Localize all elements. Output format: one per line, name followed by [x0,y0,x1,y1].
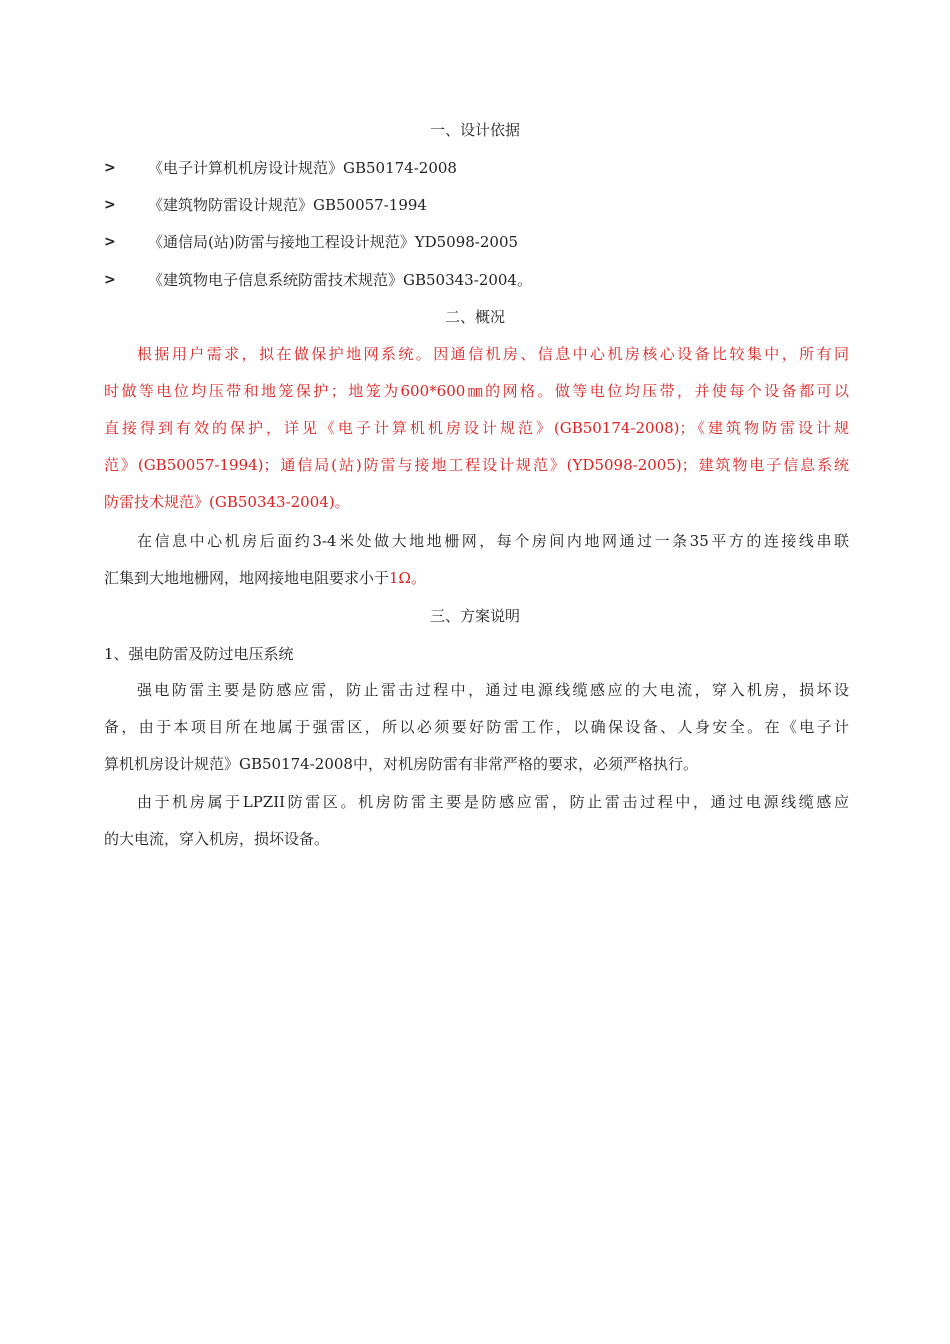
paragraph-line: 强电防雷主要是防感应雷，防止雷击过程中，通过电源线缆感应的大电流，穿入机房，损坏设 [137,681,849,699]
reference-standard: 《电子计算机机房设计规范》GB50174-2008 [148,159,457,177]
paragraph-line: 备，由于本项目所在地属于强雷区，所以必须要好防雷工作，以确保设备、人身安全。在《电子计 [104,718,849,736]
paragraph-line: 在信息中心机房后面约3-4米处做大地地栅网，每个房间内地网通过一条35平方的连接线串联 [137,532,849,550]
bullet-arrow-icon: > [104,234,116,250]
bullet-arrow-icon: > [104,160,116,176]
paragraph-line [104,560,849,597]
overview-paragraph-2 [104,523,849,597]
section-title-overview: 二、概况 [444,308,505,326]
overview-paragraph-1 [104,336,849,521]
bullet-arrow-icon: > [104,197,116,213]
paragraph-line: 范》(GB50057-1994)；通信局(站)防雷与接地工程设计规范》(YD5098-2005)；建筑物电子信息系统 [104,456,849,474]
paragraph-line: 由于机房属于LPZII防雷区。机房防雷主要是防感应雷，防止雷击过程中，通过电源线缆感应 [137,793,849,811]
reference-standard: 《通信局(站)防雷与接地工程设计规范》YD5098-2005 [148,233,519,251]
paragraph-line: 时做等电位均压带和地笼保护；地笼为600*600㎜的网格。做等电位均压带，并使每个设备都可以 [104,382,849,400]
plan-paragraph-2 [104,784,849,858]
paragraph-line: 直接得到有效的保护，详见《电子计算机机房设计规范》(GB50174-2008)；《建筑物防雷设计规 [104,419,849,437]
subsection-title: 1、强电防雷及防过电压系统 [104,645,294,663]
bullet-arrow-icon: > [104,272,116,288]
section-title-basis: 一、设计依据 [429,121,520,139]
resistance-value: 1Ω。 [389,569,426,587]
paragraph-line: 根据用户需求，拟在做保护地网系统。因通信机房、信息中心机房核心设备比较集中，所有同 [137,345,849,363]
reference-standard: 《建筑物电子信息系统防雷技术规范》GB50343-2004。 [148,271,532,289]
paragraph-line: 算机机房设计规范》GB50174-2008中，对机房防雷有非常严格的要求，必须严格执行。 [104,755,698,773]
plan-paragraph-1 [104,672,849,783]
reference-standard: 《建筑物防雷设计规范》GB50057-1994 [148,196,427,214]
paragraph-line: 防雷技术规范》(GB50343-2004)。 [104,493,350,511]
paragraph-text: 汇集到大地地栅网，地网接地电阻要求小于 [104,569,390,587]
paragraph-line: 的大电流，穿入机房，损坏设备。 [104,830,330,848]
section-title-plan: 三、方案说明 [429,607,520,625]
